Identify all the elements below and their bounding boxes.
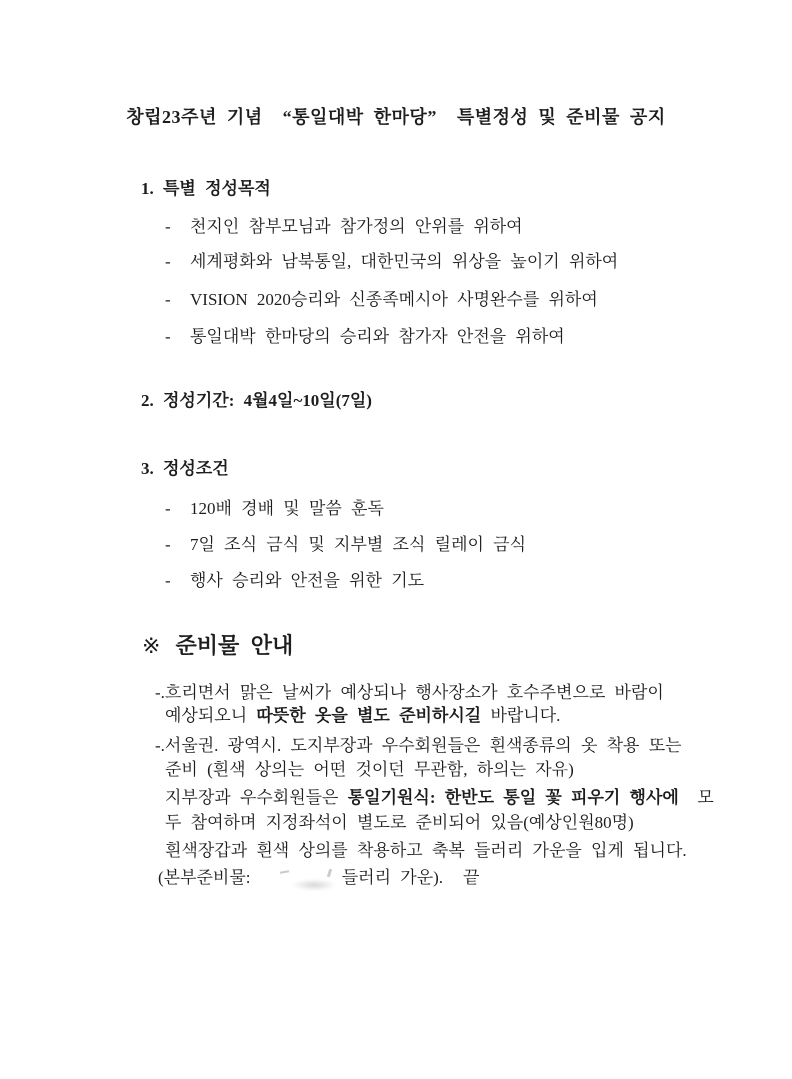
notice-para3-line1	[165, 788, 714, 808]
bullet-text: 행사 승리와 안전을 위한 기도	[190, 571, 425, 590]
notice-para3-line2: 두 참여하며 지정좌석이 별도로 준비되어 있음(예상인원80명)	[165, 813, 634, 832]
bullet-dash: -	[165, 535, 171, 554]
erased-smudge-blob	[292, 879, 336, 891]
bullet-text: 7일 조식 금식 및 지부별 조식 릴레이 금식	[190, 535, 527, 554]
section-1-bullet-3	[165, 290, 598, 310]
para3-line1-bold-phrase: 통일기원식: 한반도 통일 꽃 피우기 행사에	[347, 788, 679, 807]
bullet-dash: -	[165, 290, 171, 309]
notice-para1-line2	[165, 706, 560, 726]
bullet-text: VISION 2020승리와 신종족메시아 사명완수를 위하여	[190, 290, 598, 309]
para5-pre: (본부준비물:	[158, 868, 260, 887]
bullet-text: 통일대박 한마당의 승리와 참가자 안전을 위하여	[190, 327, 565, 346]
notice-heading-text: 준비물 안내	[175, 633, 294, 658]
para3-line1-post: 모	[678, 788, 714, 807]
section-1-bullet-1	[165, 217, 523, 237]
section-1-heading: 1. 특별 정성목적	[141, 179, 271, 198]
bullet-dash: -	[165, 327, 171, 346]
bullet-text: 120배 경배 및 말씀 훈독	[190, 499, 384, 518]
section-1-bullet-4	[165, 327, 565, 347]
bullet-dash: -	[165, 217, 171, 236]
section-3-bullet-3	[165, 571, 424, 591]
section-2-heading: 2. 정성기간: 4월4일~10일(7일)	[141, 391, 372, 410]
bullet-dash: -	[165, 571, 171, 590]
para1-line2-bold-phrase: 따뜻한 옷을 별도 준비하시길	[256, 706, 482, 725]
section-1-bullet-2	[165, 252, 618, 272]
section-3-heading: 3. 정성조건	[141, 459, 229, 478]
para1-line2-post: 바랍니다.	[481, 706, 561, 725]
bullet-dash: -	[165, 252, 171, 271]
section-3-bullet-1	[165, 499, 384, 519]
erased-mark	[327, 869, 332, 878]
para3-line1-pre: 지부장과 우수회원들은	[165, 788, 348, 807]
notice-para4: 흰색장갑과 흰색 상의를 착용하고 축복 들러리 가운을 입게 됩니다.	[165, 841, 687, 860]
notice-para5	[158, 868, 479, 888]
notice-para2-line2: 준비 (흰색 상의는 어떤 것이던 무관함, 하의는 자유)	[165, 760, 574, 779]
bullet-dash: -	[165, 499, 171, 518]
document-title: 창립23주년 기념 “통일대박 한마당” 특별정성 및 준비물 공지	[126, 107, 666, 127]
para5-mid: 들러리 가운).	[341, 868, 444, 887]
notice-heading	[142, 633, 294, 658]
para1-line2-pre: 예상되오니	[165, 706, 257, 725]
section-3-bullet-2	[165, 535, 526, 555]
reference-mark-icon: ※	[142, 633, 161, 658]
bullet-text: 천지인 참부모님과 참가정의 안위를 위하여	[190, 217, 523, 236]
notice-para2-line1: -.서울권. 광역시. 도지부장과 우수회원들은 흰색종류의 옷 착용 또는	[155, 736, 682, 755]
erased-mark	[280, 870, 289, 874]
erased-text-smudge	[260, 869, 342, 886]
bullet-text: 세계평화와 남북통일, 대한민국의 위상을 높이기 위하여	[190, 252, 619, 271]
notice-para1-line1: -.흐리면서 맑은 날씨가 예상되나 행사장소가 호수주변으로 바람이	[155, 683, 664, 702]
para5-end: 끝	[463, 868, 480, 887]
